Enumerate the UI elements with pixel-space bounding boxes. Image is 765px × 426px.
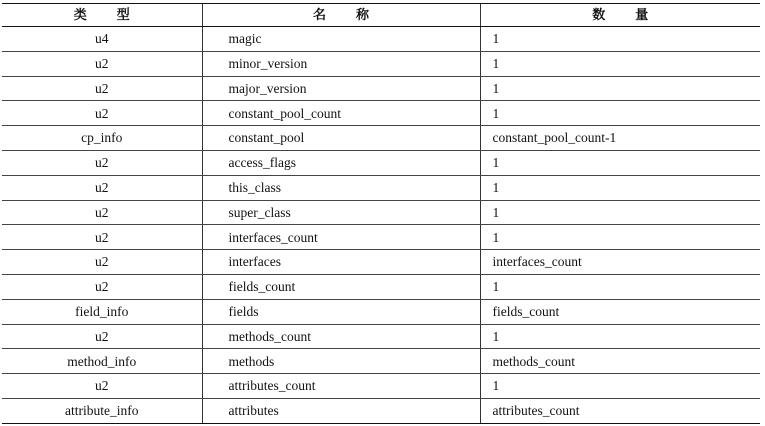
name-cell: attributes_count [202, 374, 480, 399]
name-cell: constant_pool [202, 126, 480, 151]
name-cell: fields [202, 299, 480, 324]
table-row [2, 299, 760, 324]
type-cell: u2 [2, 200, 202, 225]
table-row [2, 175, 760, 200]
name-cell: attributes [202, 398, 480, 423]
type-cell: u2 [2, 274, 202, 299]
count-cell: 1 [480, 27, 760, 52]
table-row [2, 51, 760, 76]
count-cell: 1 [480, 101, 760, 126]
name-cell: this_class [202, 175, 480, 200]
type-cell: u2 [2, 101, 202, 126]
table-row [2, 349, 760, 374]
type-cell: u2 [2, 324, 202, 349]
table-row [2, 126, 760, 151]
header-name [202, 4, 480, 27]
type-cell: attribute_info [2, 398, 202, 423]
table-row [2, 101, 760, 126]
count-cell: 1 [480, 51, 760, 76]
type-cell: u2 [2, 175, 202, 200]
count-cell: constant_pool_count-1 [480, 126, 760, 151]
name-cell: major_version [202, 76, 480, 101]
name-cell: fields_count [202, 274, 480, 299]
type-cell: u2 [2, 76, 202, 101]
table-header [2, 4, 760, 27]
type-cell: u2 [2, 225, 202, 250]
type-cell: u2 [2, 374, 202, 399]
table-row [2, 200, 760, 225]
header-count [480, 4, 760, 27]
header-count-char-2: 量 [635, 7, 649, 23]
header-count-char-1: 数 [592, 7, 606, 23]
type-cell: cp_info [2, 126, 202, 151]
header-type [2, 4, 202, 27]
count-cell: 1 [480, 374, 760, 399]
count-cell: interfaces_count [480, 250, 760, 275]
type-cell: u4 [2, 27, 202, 52]
table-row [2, 374, 760, 399]
count-cell: methods_count [480, 349, 760, 374]
type-cell: method_info [2, 349, 202, 374]
count-cell: attributes_count [480, 398, 760, 423]
name-cell: magic [202, 27, 480, 52]
name-cell: methods_count [202, 324, 480, 349]
table-row [2, 76, 760, 101]
class-file-structure-table-page [2, 3, 760, 424]
type-cell: u2 [2, 250, 202, 275]
table-row [2, 225, 760, 250]
count-cell: 1 [480, 225, 760, 250]
name-cell: minor_version [202, 51, 480, 76]
type-cell: field_info [2, 299, 202, 324]
table-row [2, 27, 760, 52]
type-cell: u2 [2, 51, 202, 76]
count-cell: fields_count [480, 299, 760, 324]
name-cell: access_flags [202, 150, 480, 175]
header-name-char-2: 称 [356, 7, 370, 23]
count-cell: 1 [480, 150, 760, 175]
count-cell: 1 [480, 76, 760, 101]
table-row [2, 250, 760, 275]
table-row [2, 150, 760, 175]
header-name-char-1: 名 [312, 7, 326, 23]
count-cell: 1 [480, 200, 760, 225]
class-file-structure-table [2, 3, 760, 424]
name-cell: super_class [202, 200, 480, 225]
name-cell: interfaces_count [202, 225, 480, 250]
table-row [2, 274, 760, 299]
count-cell: 1 [480, 175, 760, 200]
name-cell: constant_pool_count [202, 101, 480, 126]
name-cell: methods [202, 349, 480, 374]
table-body [2, 27, 760, 424]
table-row [2, 398, 760, 423]
header-row [2, 4, 760, 27]
header-type-char-1: 类 [73, 7, 87, 23]
count-cell: 1 [480, 274, 760, 299]
name-cell: interfaces [202, 250, 480, 275]
table-row [2, 324, 760, 349]
header-type-char-2: 型 [116, 7, 130, 23]
count-cell: 1 [480, 324, 760, 349]
type-cell: u2 [2, 150, 202, 175]
